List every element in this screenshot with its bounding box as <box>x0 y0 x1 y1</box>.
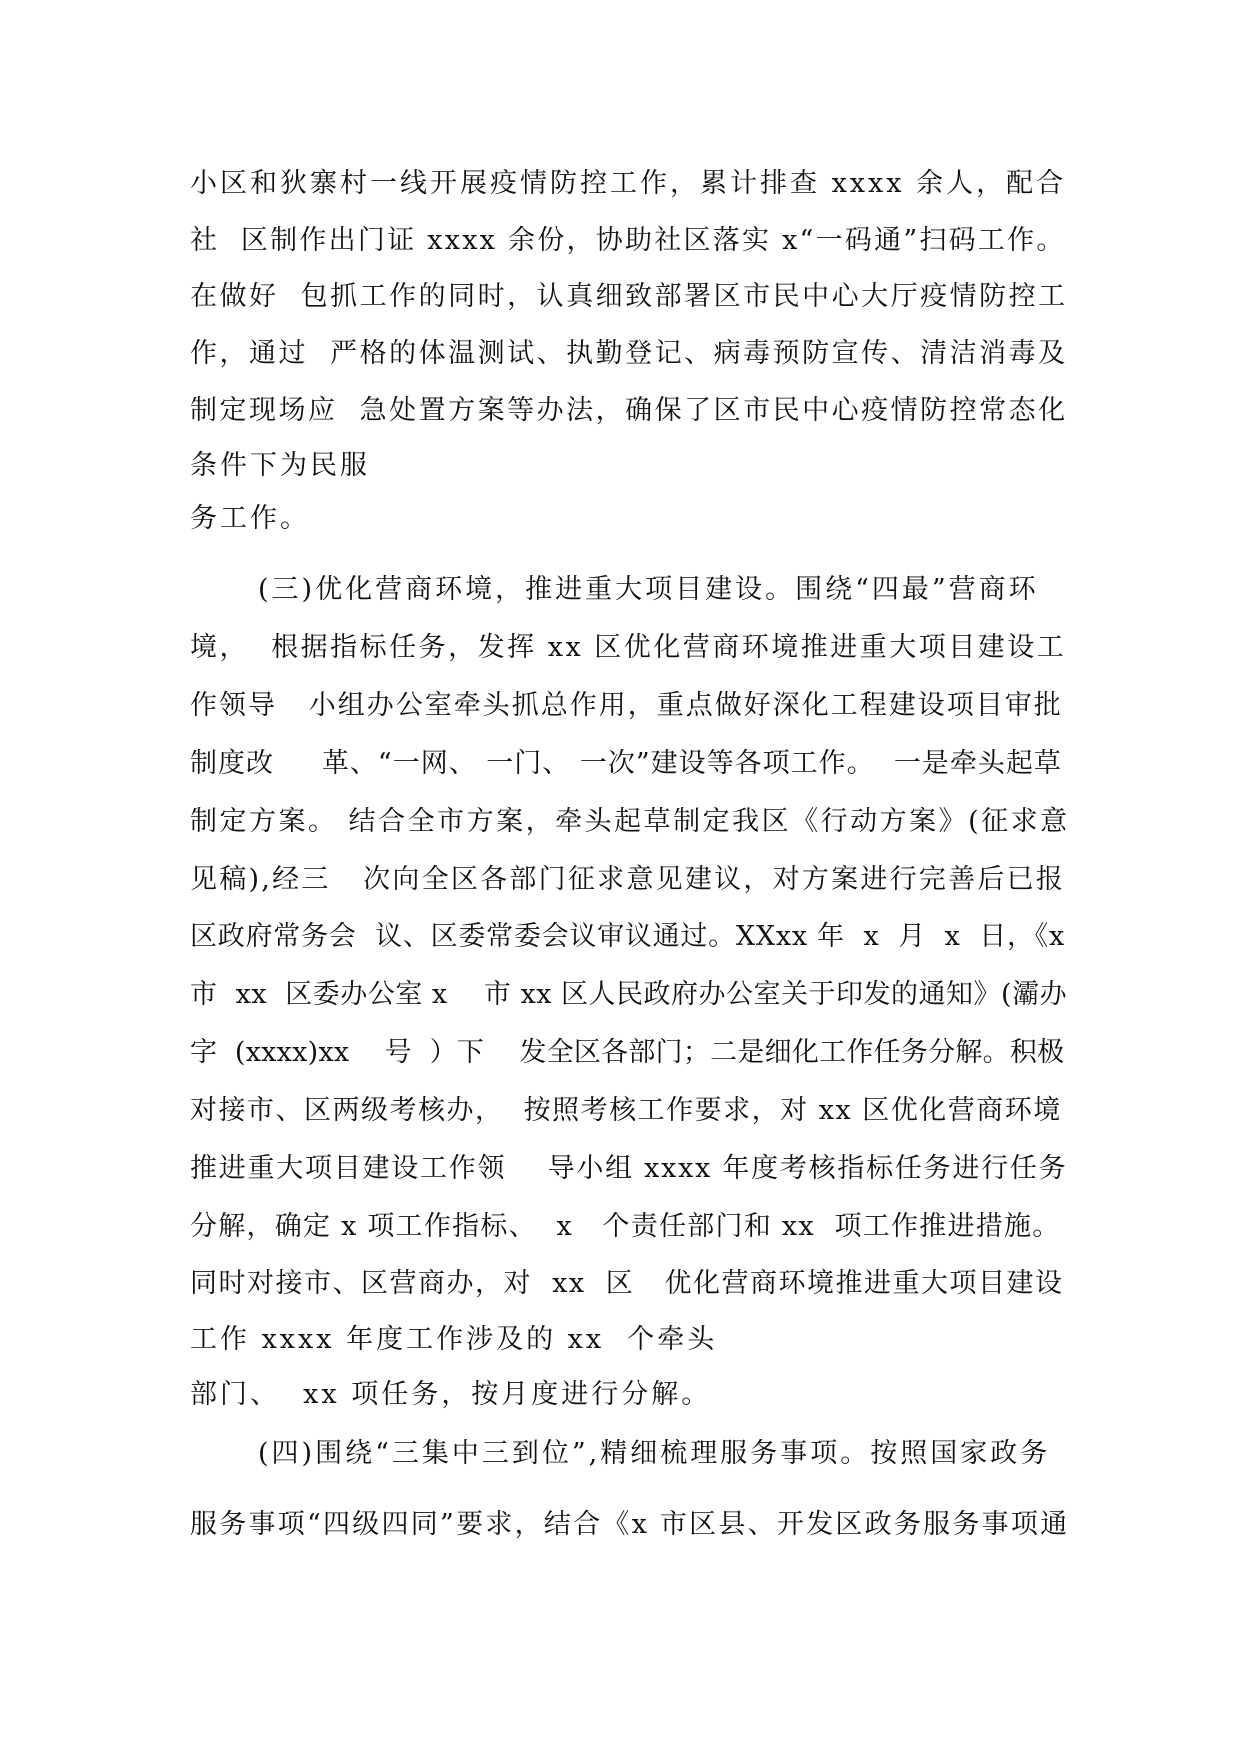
text-line: 分解，确定 x 项工作指标、 x 个责任部门和 xx 项工作推进措施。 <box>190 1211 1061 1242</box>
text-line: 市 xx 区委办公室 x 市 xx 区人民政府办公室关于印发的通知》(灞办 <box>190 979 1068 1010</box>
text-line: 务工作。 <box>190 503 310 534</box>
paragraph-heading-line: (四)围绕“三集中三到位”,精细梳理服务事项。按照国家政务 <box>258 1438 1051 1469</box>
text-line: 同时对接市、区营商办，对 xx 区 优化营商环境推进重大项目建设 <box>190 1268 1064 1299</box>
text-line: 对接市、区两级考核办， 按照考核工作要求，对 xx 区优化营商环境 <box>190 1095 1062 1126</box>
text-line: 见稿),经三 次向全区各部门征求意见建议，对方案进行完善后已报 <box>190 864 1066 895</box>
text-line: 在做好 包抓工作的同时，认真细致部署区市民中心大厅疫情防控工 <box>190 281 1068 312</box>
text-line: 推进重大项目建设工作领 导小组 xxxx 年度考核指标任务进行任务 <box>190 1153 1068 1184</box>
text-line: 社 区制作出门证 xxxx 余份，协助社区落实 x“一码通”扫码工作。 <box>190 225 1066 256</box>
text-line: 制度改 革、“一网、 一门、 一次”建设等各项工作。 一是牵头起草 <box>190 748 1062 779</box>
text-line: 字 (xxxx)xx 号 ）下 发全区各部门；二是细化工作任务分解。积极 <box>190 1037 1065 1068</box>
text-line: 境， 根据指标任务，发挥 xx 区优化营商环境推进重大项目建设工 <box>190 632 1067 663</box>
text-line: 制定现场应 急处置方案等办法，确保了区市民中心疫情防控常态化 <box>190 395 1068 426</box>
text-line: 作，通过 严格的体温测试、执勤登记、病毒预防宣传、清洁消毒及 <box>190 338 1068 369</box>
text-line: 条件下为民服 <box>190 450 370 481</box>
paragraph-heading-line: (三)优化营商环境，推进重大项目建设。围绕“四最”营商环 <box>258 574 1039 605</box>
text-line: 制定方案。 结合全市方案，牵头起草制定我区《行动方案》(征求意 <box>190 806 1070 837</box>
text-line: 部门、 xx 项任务，按月度进行分解。 <box>190 1379 712 1410</box>
text-line: 服务事项“四级四同”要求，结合《x 市区县、开发区政务服务事项通 <box>190 1509 1070 1540</box>
text-line: 作领导 小组办公室牵头抓总作用，重点做好深化工程建设项目审批 <box>190 690 1063 721</box>
text-line: 小区和狄寨村一线开展疫情防控工作，累计排查 xxxx 余人，配合 <box>190 168 1067 199</box>
text-line: 工作 xxxx 年度工作涉及的 xx 个牵头 <box>190 1324 718 1355</box>
text-line: 区政府常务会 议、区委常委会议审议通过。XXxx 年 x 月 x 日，《x <box>190 921 1065 952</box>
